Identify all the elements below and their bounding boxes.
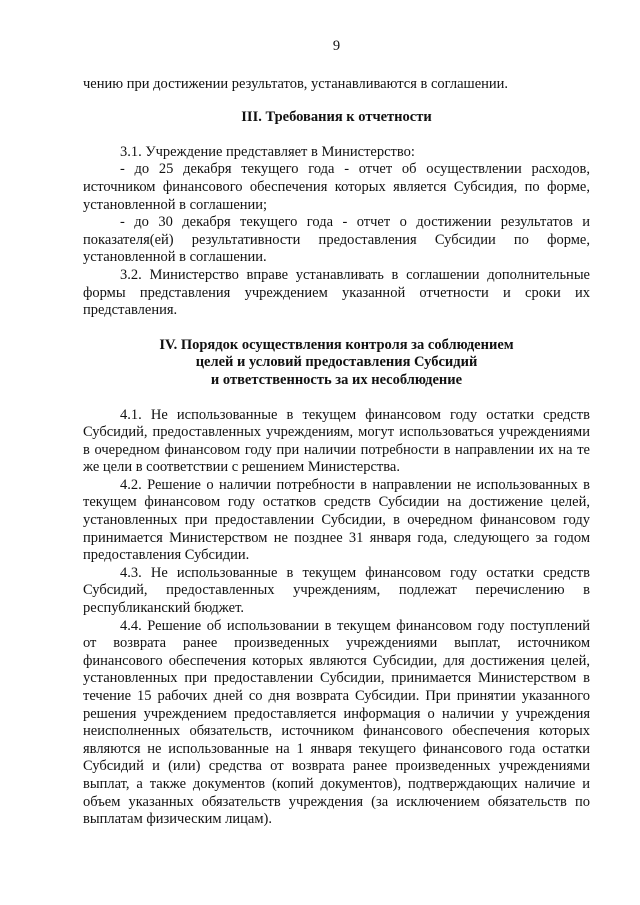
paragraph-4-1: 4.1. Не использованные в текущем финансовом году остатки средств Субсидий, предоставленных учреждениям, могут использоваться учреждениями в очередном финансовом году при наличии потребности в направлении их на те же цели в соответствии с решением Министерства. [83, 406, 590, 476]
section-4-title [83, 337, 590, 390]
section-3-title: III. Требования к отчетности [241, 109, 432, 126]
list-item-report-expenses: - до 25 декабря текущего года - отчет об осуществлении расходов, источником финансового обеспечения которых является Субсидия, по форме, установленной в соглашении; [83, 161, 590, 213]
continuation-paragraph: чению при достижении результатов, устанавливаются в соглашении. [83, 75, 509, 92]
section-4-title-line-3: и ответственность за их несоблюдение [210, 371, 463, 388]
page-number: 9 [332, 38, 341, 54]
paragraph-3-2: 3.2. Министерство вправе устанавливать в соглашении дополнительные формы представления учреждением указанной отчетности и сроки их представления. [83, 266, 590, 319]
list-item-report-results: - до 30 декабря текущего года - отчет о достижении результатов и показателя(ей) результативности предоставления Субсидии по форме, установленной в соглашении. [83, 214, 590, 266]
paragraph-3-1: 3.1. Учреждение представляет в Министерство: [120, 143, 415, 160]
paragraph-4-3: 4.3. Не использованные в текущем финансовом году остатки средств Субсидий, предоставленных учреждениям, подлежат перечислению в республиканский бюджет. [83, 564, 590, 617]
paragraph-4-4: 4.4. Решение об использовании в текущем финансовом году поступлений от возврата ранее произведенных учреждениями выплат, источником финансового обеспечения которых являются Субсидии, для достижения целей, установленных при предоставлении Субсидии, принимается Министерством в течение 15 рабочих дней со дня возврата Субсидии. При принятии указанного решения учреждением предоставляется информация о наличии у учреждения неисполненных обязательств, источником финансового обеспечения которых являются не использованные на 1 января текущего финансового года остатки Субсидий и (или) средства от возврата ранее произведенных учреждениями выплат, а также документов (копий документов), подтверждающих наличие и объем указанных обязательств учреждения (за исключением обязательств по выплатам физическим лицам). [83, 617, 590, 828]
section-4-title-line-1: IV. Порядок осуществления контроля за соблюдением [159, 336, 514, 353]
paragraph-4-2: 4.2. Решение о наличии потребности в направлении не использованных в текущем финансовом году остатков средств Субсидии на достижение целей, установленных при предоставлении Субсидии, в очередном финансовом году принимается Министерством не позднее 31 января года, следующего за годом предоставления Субсидии. [83, 476, 590, 564]
section-4-title-line-2: целей и условий предоставления Субсидий [195, 354, 478, 371]
